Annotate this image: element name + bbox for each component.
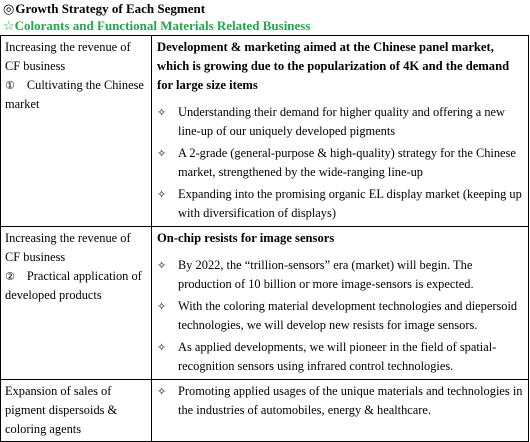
list-item: ✧ Expanding into the promising organic EL display market (keeping up with diversification of displays) <box>157 187 522 220</box>
segment-label: Expansion of sales of pigment dispersoids & coloring agents <box>5 384 118 436</box>
business-subheading <box>3 17 310 34</box>
double-circle-icon: ◎ <box>3 1 15 16</box>
strategy-cell <box>152 227 529 380</box>
list-item: ✧ As applied developments, we will pioneer in the field of spatial-recognition sensors using infrared control technologies. <box>157 340 497 373</box>
strategy-title: Development & marketing aimed at the Chinese panel market, which is growing due to the popularization of 4K and the demand for large size items <box>157 40 510 92</box>
segment-label: Increasing the revenue of CF business <box>5 231 131 264</box>
segment-sublabel: Practical application of developed products <box>5 269 142 302</box>
segment-cell <box>1 227 152 380</box>
list-item: ✧ Promoting applied usages of the unique materials and technologies in the industries of automobiles, energy & healthcare. <box>157 384 523 417</box>
table-row <box>1 380 529 442</box>
strategy-cell <box>152 36 529 227</box>
section-heading-text: Growth Strategy of Each Segment <box>15 1 206 16</box>
strategy-cell <box>152 380 529 442</box>
bullet-list <box>157 103 526 223</box>
table-row <box>1 227 529 380</box>
star-icon: ☆ <box>3 18 15 33</box>
segment-sublabel: Cultivating the Chinese market <box>5 78 144 111</box>
list-item: ✧ With the coloring material development technologies and diepersoid technologies, we will develop new resists for image sensors. <box>157 299 518 332</box>
section-heading <box>3 0 205 17</box>
diamond-bullet-icon: ✧ <box>157 300 167 313</box>
diamond-bullet-icon: ✧ <box>157 259 167 272</box>
list-item: ✧ By 2022, the “trillion-sensors” era (market) will begin. The production of 10 billion or more image-sensors is expected. <box>157 258 474 291</box>
number-2-icon: ② <box>5 270 15 283</box>
diamond-bullet-icon: ✧ <box>157 147 167 160</box>
diamond-bullet-icon: ✧ <box>157 106 167 119</box>
diamond-bullet-icon: ✧ <box>157 188 167 201</box>
bullet-list <box>157 382 526 420</box>
number-1-icon: ① <box>5 79 15 92</box>
table-row <box>1 36 529 227</box>
strategy-table <box>0 35 529 442</box>
strategy-title: On-chip resists for image sensors <box>157 231 335 245</box>
list-item: ✧ A 2-grade (general-purpose & high-quality) strategy for the Chinese market, strengthened by the wide-ranging line-up <box>157 146 516 179</box>
segment-cell <box>1 380 152 442</box>
segment-cell <box>1 36 152 227</box>
list-item: ✧ Understanding their demand for higher quality and offering a new line-up of our uniquely developed pigments <box>157 105 505 138</box>
business-subheading-text: Colorants and Functional Materials Related Business <box>14 18 311 33</box>
segment-label: Increasing the revenue of CF business <box>5 40 131 73</box>
bullet-list <box>157 256 526 376</box>
diamond-bullet-icon: ✧ <box>157 341 167 354</box>
diamond-bullet-icon: ✧ <box>157 385 167 398</box>
